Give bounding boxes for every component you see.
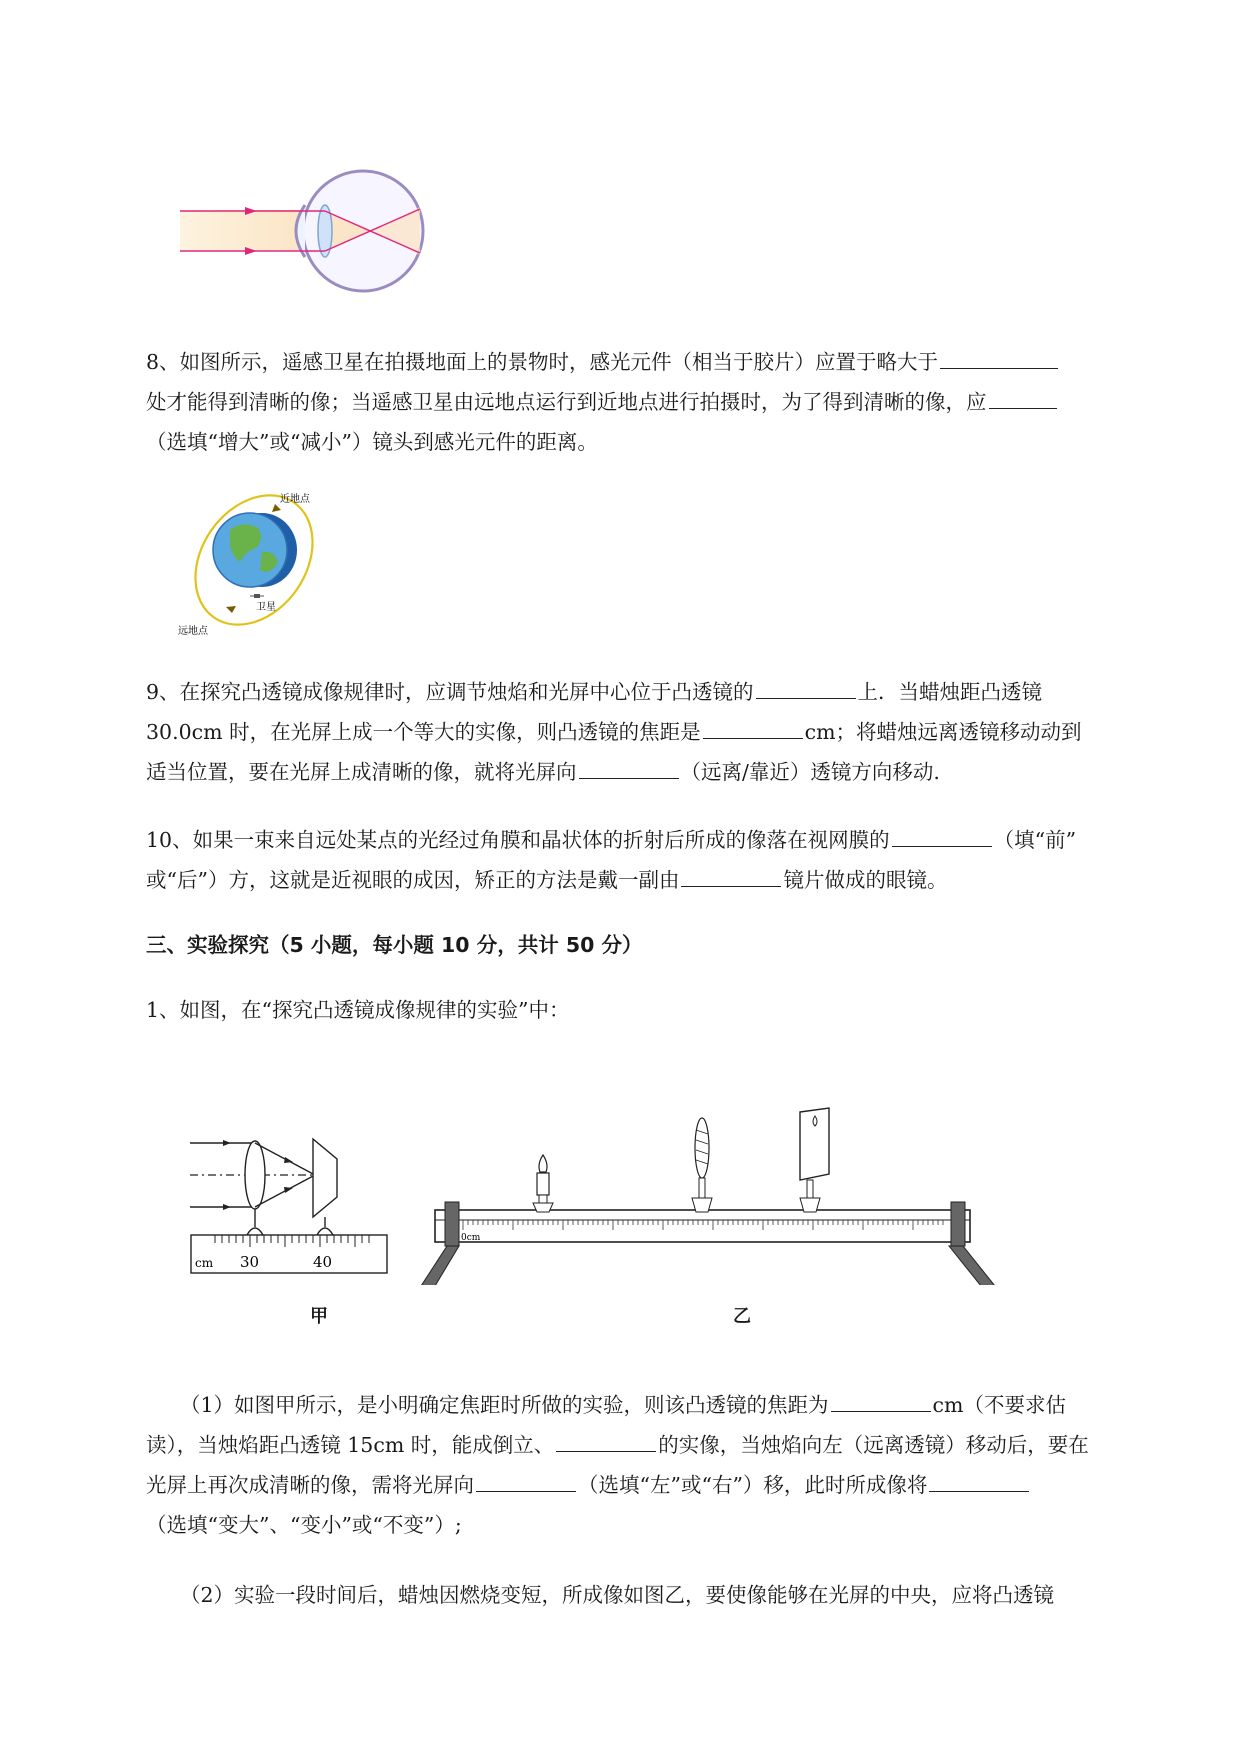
eye-diagram (175, 165, 435, 300)
exp1-blank-2[interactable] (556, 1431, 656, 1452)
exp1-p1-line-3: 光屏上再次成清晰的像，需将光屏向 （选填“左”或“右”）移，此时所成像将 (146, 1468, 1031, 1498)
q10-line-2: 或“后”）方，这就是近视眼的成因，矫正的方法是戴一副由 镜片做成的眼镜。 (146, 868, 948, 892)
q8-line-2: 处才能得到清晰的像；当遥感卫星由远地点运行到近地点进行拍摄时，为了得到清晰的像，应 (146, 385, 1059, 415)
exp1-blank-1[interactable] (831, 1391, 931, 1412)
ruler-tick-30: 30 (240, 1253, 260, 1271)
orbit-label-satellite: 卫星 (256, 602, 276, 613)
optical-bench-diagram (415, 1100, 995, 1285)
q9-blank-2[interactable] (703, 718, 803, 739)
exp1-p2-line-1: （2）实验一段时间后，蜡烛因燃烧变短，所成像如图乙，要使像能够在光屏的中央，应将凸透镜 (180, 1583, 1055, 1607)
section-heading: 三、实验探究（5 小题，每小题 10 分，共计 50 分） (146, 933, 643, 957)
exp1-p1-line-2: 读），当烛焰距凸透镜 15cm 时，能成倒立、 的实像，当烛焰向左（远离透镜）移动后，要在 (146, 1433, 1089, 1457)
q9-line-1: 9、在探究凸透镜成像规律时，应调节烛焰和光屏中心位于凸透镜的 上．当蜡烛距凸透镜 (146, 680, 1043, 704)
bench-zero-label: 0cm (461, 1233, 481, 1243)
q9-line-2: 30.0cm 时，在光屏上成一个等大的实像，则凸透镜的焦距是 cm；将蜡烛远离透镜移动动到 (146, 720, 1082, 744)
q8-line-1: 8、如图所示，遥感卫星在拍摄地面上的景物时，感光元件（相当于胶片）应置于略大于 (146, 345, 1060, 375)
ruler-unit-label: cm (195, 1256, 214, 1270)
exp1-blank-4[interactable] (929, 1471, 1029, 1492)
ruler-tick-40: 40 (313, 1253, 333, 1271)
figure-caption-yi: 乙 (733, 1306, 751, 1327)
exp1-p1-line-1: （1）如图甲所示，是小明确定焦距时所做的实验，则该凸透镜的焦距为 cm（不要求估 (180, 1393, 1066, 1417)
orbit-label-near: 近地点 (280, 494, 310, 505)
q10-blank-1[interactable] (892, 826, 992, 847)
figure-caption-jia: 甲 (310, 1306, 328, 1327)
exp1-blank-3[interactable] (476, 1471, 576, 1492)
exp1-p1-line-4: （选填“变大”、“变小”或“不变”）; (146, 1513, 462, 1537)
q9-blank-3[interactable] (579, 758, 679, 779)
exp1-intro: 1、如图，在“探究凸透镜成像规律的实验”中： (146, 998, 570, 1022)
q8-blank-2[interactable] (989, 388, 1057, 409)
satellite-orbit-diagram (170, 490, 330, 640)
q9-line-3: 适当位置，要在光屏上成清晰的像，就将光屏向 （远离/靠近）透镜方向移动. (146, 760, 940, 784)
q10-blank-2[interactable] (681, 866, 781, 887)
q8-line-3: （选填“增大”或“减小”）镜头到感光元件的距离。 (146, 430, 598, 454)
q8-blank-1[interactable] (940, 348, 1058, 369)
focal-length-diagram (185, 1135, 395, 1275)
orbit-label-far: 远地点 (178, 626, 208, 637)
q9-blank-1[interactable] (756, 678, 856, 699)
q10-line-1: 10、如果一束来自远处某点的光经过角膜和晶状体的折射后所成的像落在视网膜的 （填“前” (146, 828, 1077, 852)
